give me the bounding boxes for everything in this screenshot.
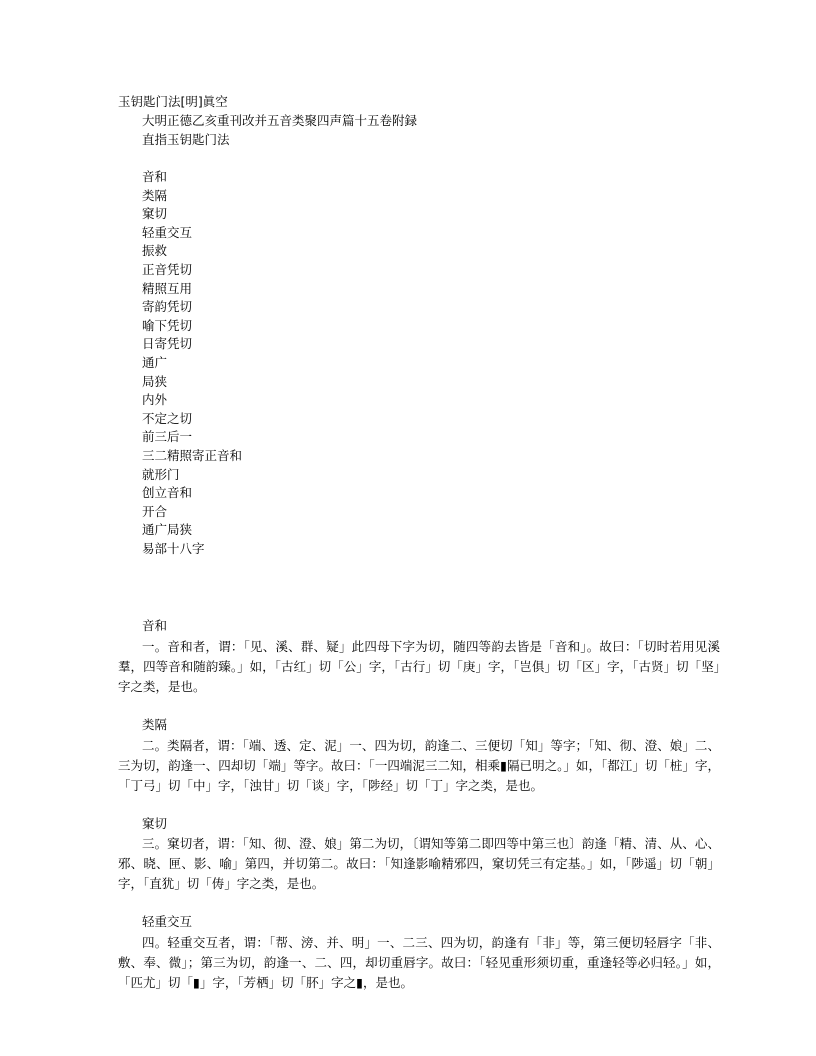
section-heading: 窠切 <box>142 815 168 831</box>
section-heading: 轻重交互 <box>142 914 193 930</box>
toc-item: 寄韵凭切 <box>142 299 193 315</box>
section-qingzhongjiaohu <box>118 913 720 993</box>
toc-item: 三二精照寄正音和 <box>142 447 243 463</box>
toc-item: 喻下凭切 <box>142 317 193 333</box>
toc-item: 精照互用 <box>142 280 193 296</box>
section-keqie <box>118 815 720 895</box>
page-title: 玉钥匙门法[明]眞空 <box>118 94 228 109</box>
toc-item: 类隔 <box>142 187 168 203</box>
toc-item: 轻重交互 <box>142 224 193 240</box>
toc-item: 内外 <box>142 392 168 408</box>
toc-item: 创立音和 <box>142 485 193 501</box>
section-heading: 类隔 <box>142 717 168 733</box>
subtitle-line-1: 大明正德乙亥重刊改并五音类聚四声篇十五卷附録 <box>142 113 418 128</box>
section-body: 三。窠切者，谓：「知、彻、澄、娘」第二为切，〔谓知等第二即四等中第三也〕韵逢「精、清、从、心、邪、晓、匣、影、喻」第四，并切第二。故曰：「知逢影喻精邪四，窠切凭三有定基。」如，「陟遥」切「朝」字，「直犹」切「俦」字之类，是也。 <box>118 836 720 892</box>
toc-item: 振救 <box>142 243 168 259</box>
toc-item: 窠切 <box>142 206 168 222</box>
section-body: 二。类隔者，谓：「端、透、定、泥」一、四为切，韵逢二、三便切「知」等字；「知、彻、澄、娘」二、三为切，韵逢一、四却切「端」等字。故曰：「一四端泥三二知，相乘▮隔已明之。」如，「都江」切「桩」字，「丁弓」切「中」字，「浊甘」切「谈」字，「陟经」切「丁」字之类，是也。 <box>118 737 720 793</box>
toc-item: 音和 <box>142 169 168 184</box>
section-yinhe <box>118 617 720 697</box>
toc-item: 日寄凭切 <box>142 336 193 352</box>
toc-item: 正音凭切 <box>142 261 193 277</box>
toc-item: 不定之切 <box>142 410 193 426</box>
toc-item: 易部十八字 <box>142 540 205 556</box>
toc-item: 前三后一 <box>142 429 193 445</box>
toc-item: 开合 <box>142 503 168 519</box>
section-gap <box>118 558 720 598</box>
toc-item: 就形门 <box>142 466 180 482</box>
section-heading: 音和 <box>142 618 168 634</box>
table-of-contents <box>142 168 720 558</box>
subtitle-line-2: 直指玉钥匙门法 <box>142 132 230 147</box>
toc-item: 通广 <box>142 354 168 370</box>
section-leige <box>118 716 720 796</box>
section-body: 一。音和者，谓：「见、溪、群、疑」此四母下字为切，随四等韵去皆是「音和」。故曰：「切时若用见溪羣，四等音和随韵臻。」如，「古红」切「公」字，「古行」切「庚」字，「岂俱」切「区」字，「古贤」切「坚」字之类，是也。 <box>118 639 720 695</box>
toc-item: 局狭 <box>142 373 168 389</box>
section-body: 四。轻重交互者，谓：「帮、滂、并、明」一、二三、四为切，韵逢有「非」等，第三便切轻唇字「非、敷、奉、微」；第三为切，韵逢一、二、四，却切重唇字。故曰：「轻见重形须切重，重逢轻等必归轻。」如，「匹尤」切「▮」字，「芳栖」切「肧」字之▮，是也。 <box>118 934 720 990</box>
toc-item: 通广局狭 <box>142 522 193 538</box>
